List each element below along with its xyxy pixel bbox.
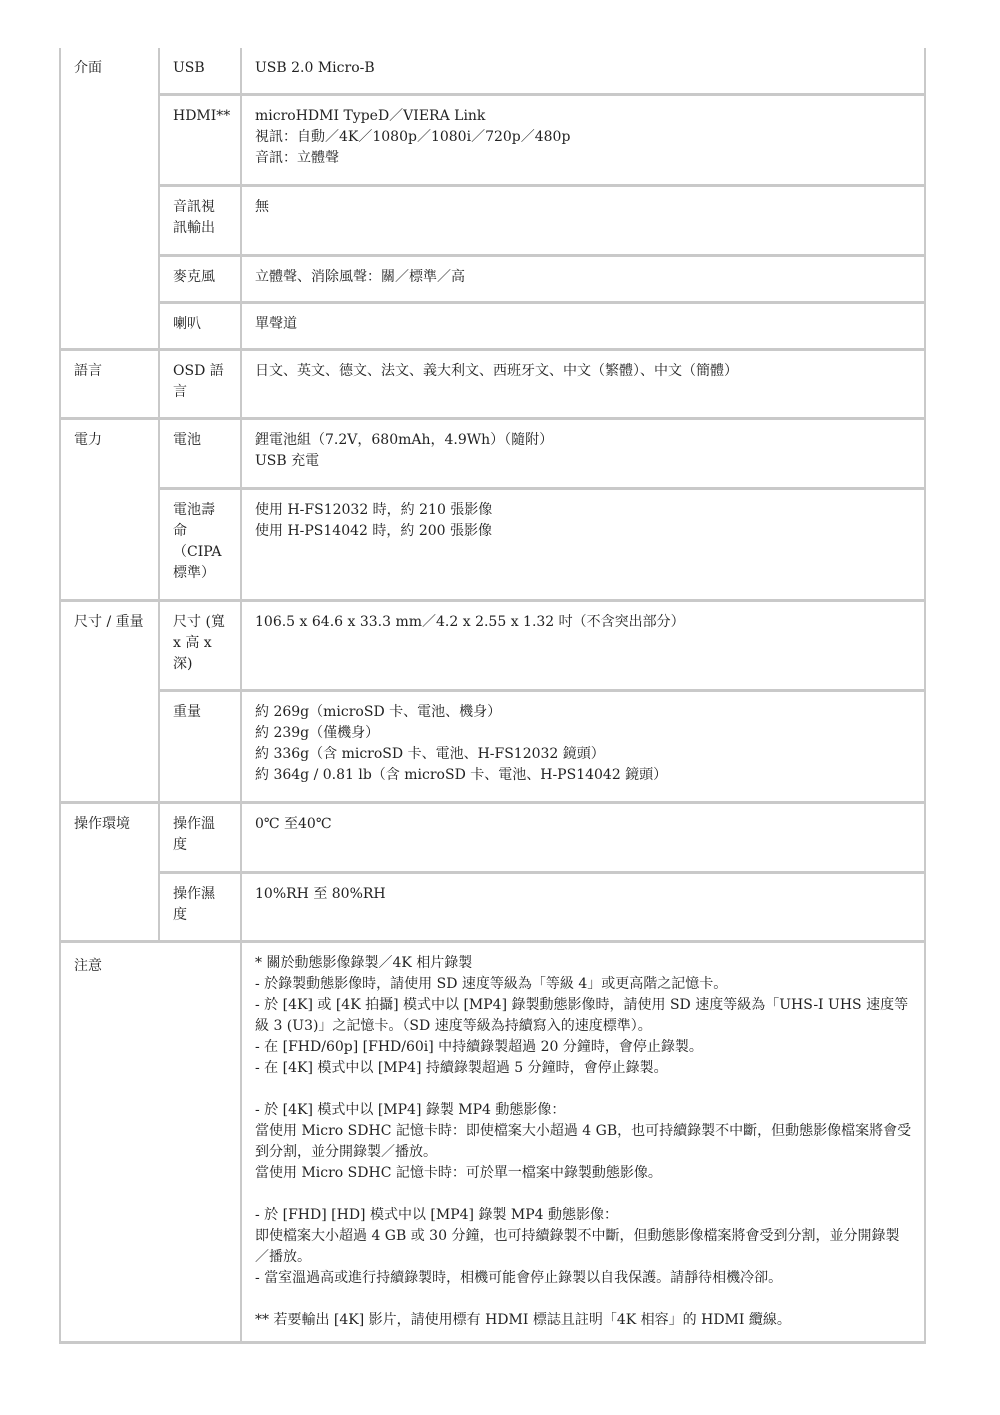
label-weight: 重量 <box>159 690 241 802</box>
label-hdmi: HDMI** <box>159 94 241 185</box>
value-op-temp: 0℃ 至40℃ <box>241 802 925 872</box>
category-size-weight: 尺寸 / 重量 <box>60 600 159 802</box>
table-row <box>60 185 925 255</box>
value-op-humidity: 10%RH 至 80%RH <box>241 872 925 941</box>
table-row <box>60 255 925 302</box>
value-mic: 立體聲、消除風聲：關／標準／高 <box>241 255 925 302</box>
label-osd: OSD 語言 <box>159 349 241 418</box>
spec-table <box>59 48 926 1344</box>
label-op-humidity: 操作濕度 <box>159 872 241 941</box>
spec-sheet <box>59 48 924 1344</box>
value-osd: 日文、英文、德文、法文、義大利文、西班牙文、中文（繁體）、中文（簡體） <box>241 349 925 418</box>
value-hdmi: microHDMI TypeD／VIERA Link 視訊：自動／4K／1080p／1080i／720p／480p 音訊：立體聲 <box>241 94 925 185</box>
label-usb: USB <box>159 48 241 94</box>
label-battery: 電池 <box>159 418 241 488</box>
value-dimensions: 106.5 x 64.6 x 33.3 mm／4.2 x 2.55 x 1.32 吋（不含突出部分） <box>241 600 925 690</box>
table-row <box>60 349 925 418</box>
notes-text: * 關於動態影像錄製／4K 相片錄製 - 於錄製動態影像時，請使用 SD 速度等級為「等級 4」或更高階之記憶卡。 - 於 [4K] 或 [4K 拍攝] 模式中以 [MP4] 錄製動態影像時，請使用 SD 速度等級為「UHS-I UHS 速度等級 3 (U3)」之記憶卡。（SD 速度等級為持續寫入的速度標準）。 - 在 [FHD/60p] [FHD/60i] 中持續錄製超過 20 分鐘時，會停止錄製。 - 在 [4K] 模式中以 [MP4] 持續錄製超過 5 分鐘時，會停止錄製。 - 於 [4K] 模式中以 [MP4] 錄製 MP4 動態影像： 當使用 Micro SDHC 記憶卡時：即使檔案大小超過 4 GB，也可持續錄製不中斷，但動態影像檔案將會受到分割，並分開錄製／播放。 當使用 Micro SDHC 記憶卡時：可於單一檔案中錄製動態影像。 - 於 [FHD] [HD] 模式中以 [MP4] 錄製 MP4 動態影像： 即使檔案大小超過 4 GB 或 30 分鐘，也可持續錄製不中斷，但動態影像檔案將會受到分割，並分開錄製／播放。 - 當室溫過高或進行持續錄製時，相機可能會停止錄製以自我保護。請靜待相機冷卻。 ** 若要輸出 [4K] 影片，請使用標有 HDMI 標誌且註明「4K 相容」的 HDMI 纜線。 <box>241 941 925 1342</box>
table-row <box>60 690 925 802</box>
value-battery-life: 使用 H-FS12032 時，約 210 張影像 使用 H-PS14042 時，約 200 張影像 <box>241 488 925 600</box>
value-weight: 約 269g（microSD 卡、電池、機身） 約 239g（僅機身） 約 336g（含 microSD 卡、電池、H-FS12032 鏡頭） 約 364g / 0.81 lb（含 microSD 卡、電池、H-PS14042 鏡頭） <box>241 690 925 802</box>
table-row <box>60 418 925 488</box>
label-op-temp: 操作溫度 <box>159 802 241 872</box>
table-row <box>60 48 925 94</box>
category-environment: 操作環境 <box>60 802 159 941</box>
table-row <box>60 941 925 1342</box>
table-row <box>60 302 925 349</box>
value-usb: USB 2.0 Micro-B <box>241 48 925 94</box>
category-interface: 介面 <box>60 48 159 349</box>
label-speaker: 喇叭 <box>159 302 241 349</box>
table-row <box>60 802 925 872</box>
table-row <box>60 600 925 690</box>
category-language: 語言 <box>60 349 159 418</box>
category-power: 電力 <box>60 418 159 600</box>
category-notes: 注意 <box>60 941 241 1342</box>
label-mic: 麥克風 <box>159 255 241 302</box>
label-battery-life: 電池壽命（CIPA 標準） <box>159 488 241 600</box>
table-row <box>60 488 925 600</box>
table-row <box>60 94 925 185</box>
value-speaker: 單聲道 <box>241 302 925 349</box>
value-battery: 鋰電池組（7.2V，680mAh，4.9Wh）（隨附） USB 充電 <box>241 418 925 488</box>
table-row <box>60 872 925 941</box>
value-av-output: 無 <box>241 185 925 255</box>
label-av-output: 音訊視訊輸出 <box>159 185 241 255</box>
label-dimensions: 尺寸 (寬 x 高 x 深) <box>159 600 241 690</box>
